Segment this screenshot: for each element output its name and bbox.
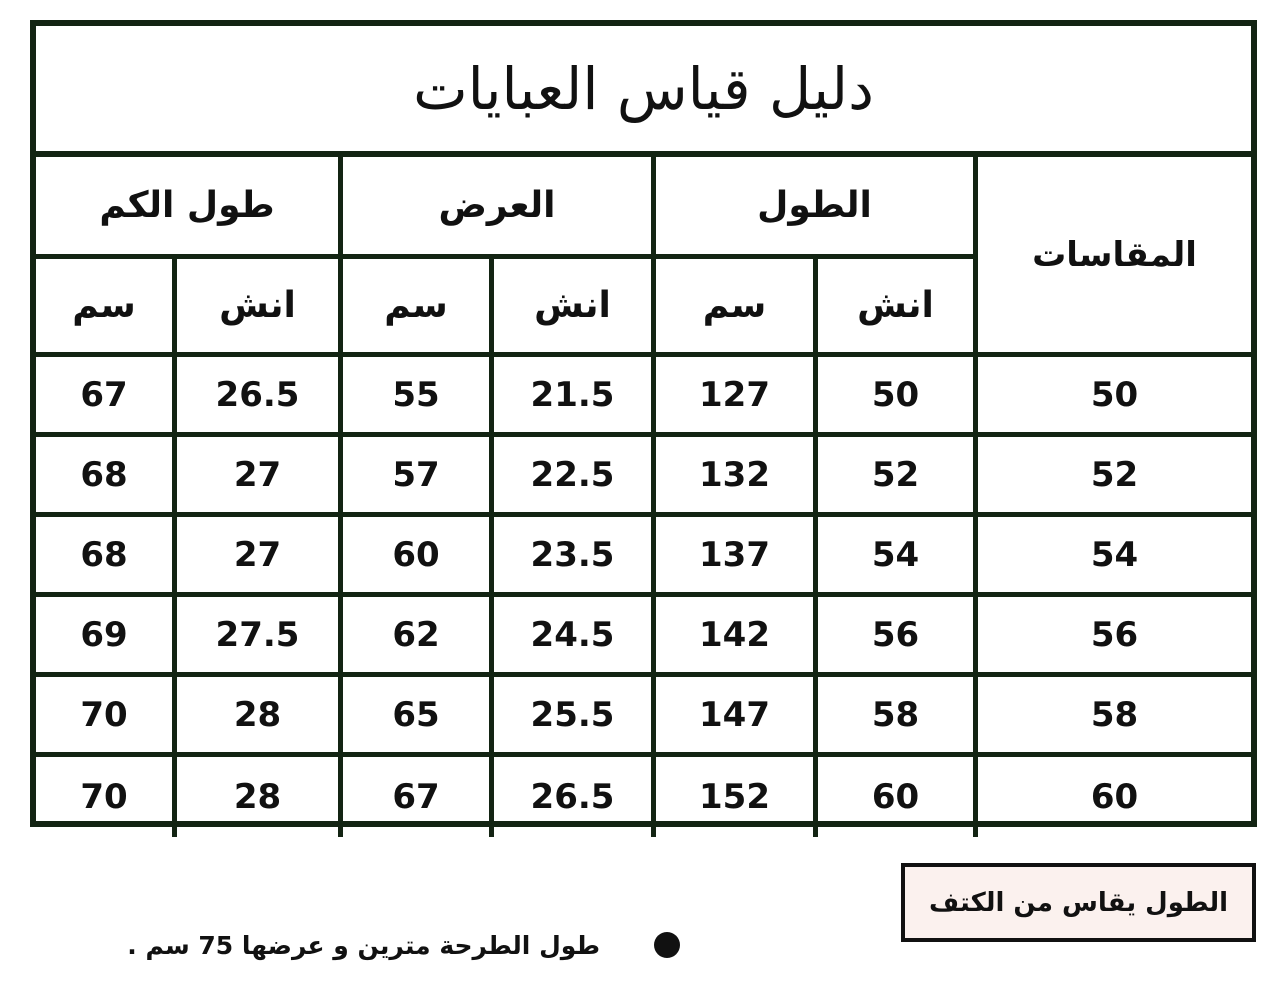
size-cell: 52 [973, 437, 1251, 517]
sleeve-inch-cell: 26.5 [172, 357, 338, 437]
width-inch-cell: 26.5 [489, 757, 651, 837]
scarf-note-text: طول الطرحة مترين و عرضها 75 سم . [127, 930, 600, 960]
sleeve-inch-cell: 27 [172, 517, 338, 597]
sleeve-inch-cell: 28 [172, 677, 338, 757]
sleeve-cm-cell: 68 [36, 437, 172, 517]
size-cell: 60 [973, 757, 1251, 837]
header-sleeve-inch: انش [172, 259, 338, 357]
sleeve-cm-cell: 70 [36, 677, 172, 757]
sleeve-cm-cell: 67 [36, 357, 172, 437]
width-inch-cell: 23.5 [489, 517, 651, 597]
sleeve-inch-cell: 28 [172, 757, 338, 837]
length-inch-cell: 58 [813, 677, 973, 757]
width-inch-cell: 24.5 [489, 597, 651, 677]
header-sleeve-length: طول الكم [36, 157, 338, 259]
sleeve-inch-cell: 27 [172, 437, 338, 517]
header-length-cm: سم [651, 259, 813, 357]
width-cm-cell: 67 [338, 757, 489, 837]
length-cm-cell: 127 [651, 357, 813, 437]
bullet-dot-icon [654, 932, 680, 958]
sleeve-cm-cell: 68 [36, 517, 172, 597]
length-inch-cell: 50 [813, 357, 973, 437]
header-width: العرض [338, 157, 651, 259]
width-cm-cell: 60 [338, 517, 489, 597]
header-width-cm: سم [338, 259, 489, 357]
size-chart [30, 20, 1257, 827]
length-cm-cell: 152 [651, 757, 813, 837]
sleeve-cm-cell: 69 [36, 597, 172, 677]
header-length: الطول [651, 157, 973, 259]
length-cm-cell: 137 [651, 517, 813, 597]
chart-title: دليل قياس العبايات [36, 26, 1251, 157]
header-sizes: المقاسات [973, 157, 1251, 357]
width-inch-cell: 25.5 [489, 677, 651, 757]
header-width-inch: انش [489, 259, 651, 357]
measure-note: الطول يقاس من الكتف [901, 863, 1256, 942]
length-cm-cell: 132 [651, 437, 813, 517]
sleeve-cm-cell: 70 [80, 777, 128, 817]
size-cell: 50 [973, 357, 1251, 437]
width-cm-cell: 62 [338, 597, 489, 677]
width-cm-cell: 65 [338, 677, 489, 757]
length-inch-cell: 56 [813, 597, 973, 677]
size-cell: 58 [973, 677, 1251, 757]
size-cell: 56 [973, 597, 1251, 677]
width-inch-cell: 21.5 [489, 357, 651, 437]
width-cm-cell: 57 [338, 437, 489, 517]
sleeve-inch-cell: 27.5 [172, 597, 338, 677]
length-cm-cell: 147 [651, 677, 813, 757]
width-cm-cell: 55 [338, 357, 489, 437]
length-inch-cell: 60 [813, 757, 973, 837]
size-cell: 54 [973, 517, 1251, 597]
length-inch-cell: 54 [813, 517, 973, 597]
length-cm-cell: 142 [651, 597, 813, 677]
length-inch-cell: 52 [813, 437, 973, 517]
header-sleeve-cm: سم [36, 259, 172, 357]
width-inch-cell: 22.5 [489, 437, 651, 517]
scarf-note [127, 922, 680, 968]
header-length-inch: انش [813, 259, 973, 357]
